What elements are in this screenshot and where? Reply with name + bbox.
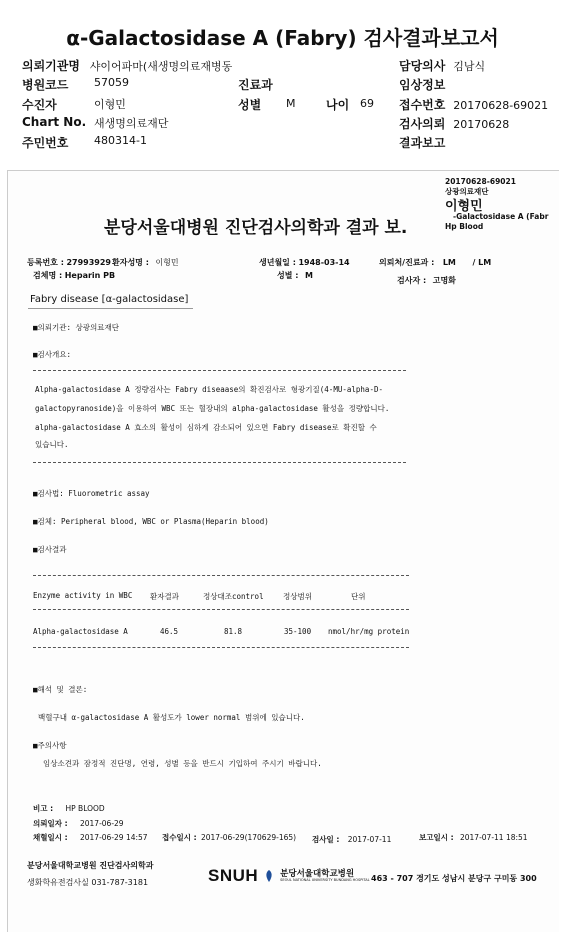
accession-label: 접수번호 (399, 98, 446, 112)
chart-no-row (22, 115, 169, 130)
patient-name-value: 이형민 (155, 258, 179, 267)
report-sex-value: M (305, 271, 313, 280)
specimen-label: 검체명 : (33, 271, 63, 280)
page-title: α-Galactosidase A (Fabry) 검사결과보고서 (66, 26, 499, 50)
row-enzyme: Alpha-galactosidase A (33, 627, 128, 636)
col-header-control: 정상대조control (203, 592, 264, 601)
accession-row (399, 96, 548, 113)
col-header-enzyme: Enzyme activity in WBC (33, 591, 133, 600)
specimen-field (33, 270, 115, 281)
overview-bottom-rule (33, 462, 406, 463)
sticker-test: -Galactosidase A (Fabr (453, 212, 549, 221)
hospital-name-row (22, 57, 232, 74)
patient-name-label: 환자성명 : (112, 258, 149, 267)
resident-no-label: 주민번호 (22, 136, 69, 150)
sticker-number: 20170628-69021 (445, 177, 516, 186)
hospital-title: 분당서울대병원 진단검사의학과 결과 보. (104, 218, 408, 238)
row-unit: nmol/hr/mg protein (328, 627, 410, 636)
dob-value: 1948-03-14 (298, 258, 350, 267)
col-header-patient: 환자결과 (150, 592, 179, 601)
method: ■검사법: Fluorometric assay (33, 489, 150, 498)
request-date-field (33, 818, 124, 829)
snuh-logo-korean: 분당서울대학교병원 (280, 868, 355, 879)
result-report-label: 결과보고 (399, 136, 446, 150)
request-date-value: 2017-06-29 (79, 819, 124, 828)
hospital-code-value: 57059 (94, 76, 129, 89)
sticker-org: 상광의료재단 (445, 187, 489, 196)
specimen-value: Heparin PB (64, 271, 116, 280)
report-sex-field (277, 270, 313, 281)
examiner-label: 검사자 : (397, 276, 427, 285)
referrer-field (379, 257, 491, 268)
notes-title: ■주의사항 (33, 741, 67, 750)
footer-lab: 생화학유전검사실 031-787-3181 (27, 878, 149, 887)
report-time-label: 보고일시 : (419, 833, 454, 842)
patient-row (22, 96, 126, 113)
report-time-field (419, 832, 528, 843)
resident-no-row (22, 134, 147, 151)
request-label: 검사의뢰 (399, 117, 446, 131)
footer-address: 463 - 707 경기도 성남시 분당구 구미동 300 (371, 874, 537, 883)
overview-top-rule (33, 370, 406, 371)
row-range: 35-100 (284, 627, 312, 636)
hospital-code-label: 병원코드 (22, 78, 69, 92)
chart-no-value: 새생명의료재단 (94, 117, 169, 130)
interp-text: 백혈구내 α-galactosidase A 활성도가 lower normal 범위에 있습니다. (38, 713, 305, 722)
notes-text: 임상소견과 잠정적 진단명, 연령, 성별 등을 반드시 기입하여 주시기 바랍니다. (43, 759, 322, 768)
result-report-row (399, 134, 445, 151)
referrer-value: LM (442, 258, 456, 267)
collect-field (33, 832, 148, 843)
examiner-field (397, 275, 456, 286)
sticker-specimen: Hp Blood (445, 222, 484, 231)
snuh-logo-names (280, 870, 369, 883)
col-header-unit: 단위 (351, 592, 366, 601)
reg-no-field (27, 257, 111, 268)
overview-line-2: galactopyranoside)을 이용하여 WBC 또는 혈장내의 alpha-galactosidase 활성을 정량합니다. (35, 404, 390, 413)
overview-line-3: alpha-galactosidase A 효소의 활성이 심하게 감소되어 있으면 Fabry disease로 확진할 수 (35, 423, 377, 432)
sample: ■검체: Peripheral blood, WBC or Plasma(Heparin blood) (33, 517, 269, 526)
referring-org: ■의뢰기관: 상광의료재단 (33, 323, 119, 332)
age-value: 69 (360, 97, 374, 110)
sex-value: M (286, 97, 296, 110)
examiner-value: 고명화 (432, 276, 456, 285)
chart-no-label: Chart No. (22, 115, 87, 129)
doctor-value: 김남식 (453, 60, 486, 73)
clinical-info-label: 임상정보 (399, 78, 446, 92)
reg-no-value: 27993929 (66, 258, 111, 267)
hospital-code-row (22, 76, 129, 93)
patient-value: 이형민 (94, 98, 126, 111)
sticker-name: 이형민 (445, 199, 483, 214)
receipt-value: 2017-06-29(170629-165) (200, 833, 297, 842)
reg-no-label: 등록번호 : (27, 258, 64, 267)
referrer-dept-value: / LM (472, 258, 492, 267)
footer-dept: 분당서울대학교병원 진단검사의학과 (27, 861, 154, 870)
age-label: 나이 (326, 98, 350, 112)
report-time-value: 2017-07-11 18:51 (459, 833, 528, 842)
hospital-name-label: 의뢰기관명 (22, 59, 80, 73)
collect-label: 채혈일시 : (33, 833, 68, 842)
scanned-report (7, 170, 559, 932)
col-header-range: 정상범위 (283, 592, 312, 601)
test-date-label: 검사일 : (312, 835, 340, 844)
row-control: 81.8 (224, 627, 243, 636)
receipt-label: 접수일시 : (162, 833, 197, 842)
request-date-label: 의뢰일자 : (33, 819, 68, 828)
results-title: ■검사결과 (33, 545, 67, 554)
resident-no-value: 480314-1 (94, 134, 147, 147)
row-patient-result: 46.5 (160, 627, 179, 636)
interp-title: ■해석 및 결론: (33, 685, 88, 694)
snuh-logo-text: SNUH (208, 866, 259, 885)
results-bottom-rule (33, 647, 409, 648)
test-date-value: 2017-07-11 (347, 835, 392, 844)
dob-label: 생년월일 : (259, 258, 296, 267)
remark-label: 비고 : (33, 804, 54, 813)
clinical-info-row (399, 76, 445, 93)
overview-line-4: 있습니다. (35, 440, 69, 449)
results-header-rule (33, 609, 409, 610)
doctor-row (399, 57, 485, 74)
request-row (399, 115, 509, 132)
referrer-label: 의뢰처/진료과 : (379, 258, 435, 267)
receipt-field (162, 832, 296, 843)
dob-field (259, 257, 350, 268)
accession-value: 20170628-69021 (453, 99, 549, 112)
overview-title: ■검사개요: (33, 350, 72, 359)
doctor-label: 담당의사 (399, 59, 446, 73)
dept-label: 진료과 (238, 78, 273, 92)
hospital-name-value: 샤이어파마(새생명의료재병동 (89, 60, 233, 73)
test-date-field (312, 834, 391, 845)
remark-field (33, 803, 105, 814)
remark-value: HP BLOOD (65, 804, 105, 813)
sex-label: 성별 (238, 98, 262, 112)
test-name-underline (28, 308, 193, 309)
results-top-rule (33, 575, 409, 576)
snuh-logo (208, 866, 370, 886)
report-sex-label: 성별 : (277, 271, 299, 280)
snuh-emblem-icon (264, 870, 274, 882)
overview-line-1: Alpha-galactosidase A 정량검사는 Fabry diseaase의 확진검사로 형광기질(4-MU-alpha-D- (35, 385, 383, 394)
collect-value: 2017-06-29 14:57 (79, 833, 148, 842)
patient-name-field (112, 257, 179, 268)
test-name: Fabry disease [α-galactosidase] (30, 294, 189, 305)
patient-label: 수진자 (22, 98, 57, 112)
snuh-logo-english: SEOUL NATIONAL UNIVERSITY BUNDANG HOSPITAL (280, 878, 370, 882)
request-value: 20170628 (453, 118, 510, 131)
